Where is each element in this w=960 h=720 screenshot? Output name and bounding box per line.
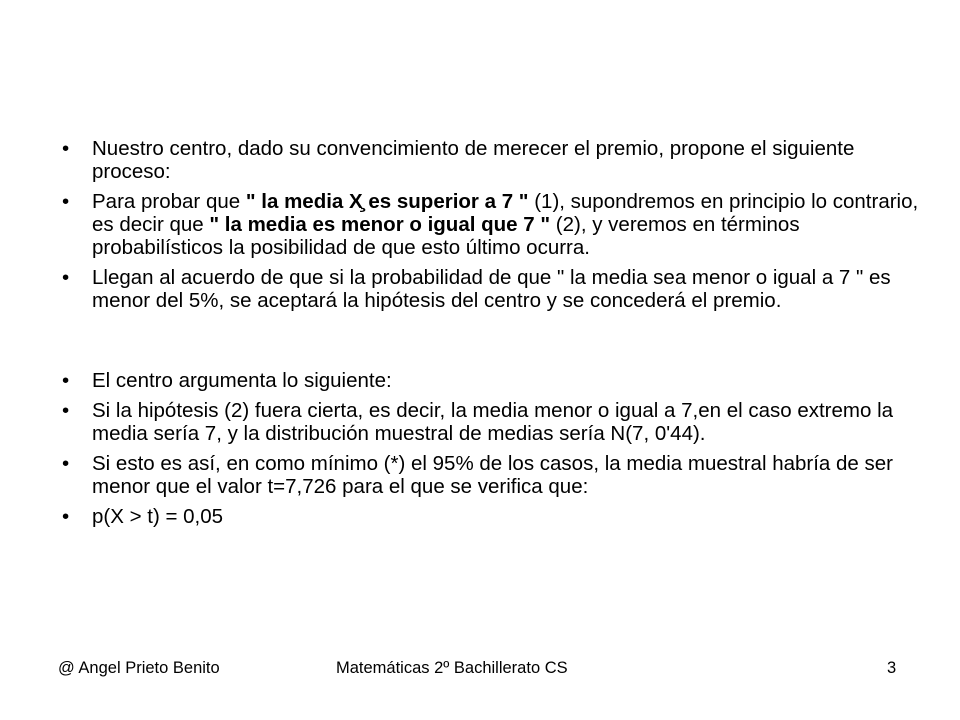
bullet-text: El centro argumenta lo siguiente: xyxy=(92,369,392,392)
bullet-text: (1), supondremos en principio lo contrario, es decir que xyxy=(92,190,919,236)
footer-author: @ Angel Prieto Benito xyxy=(58,659,220,677)
bold-phrase: " la media es menor o igual que 7 " xyxy=(209,213,551,236)
bullet-item xyxy=(62,505,924,528)
bullet-text: Para probar que xyxy=(92,190,246,213)
bullet-item xyxy=(62,190,924,259)
bullet-text: Si la hipótesis (2) fuera cierta, es decir, la media menor o igual a 7,en el caso extremo la media sería 7, y la distribución muestral de medias sería N(7, 0'44). xyxy=(92,399,894,445)
bullet-item xyxy=(62,266,924,312)
footer-page-number: 3 xyxy=(887,659,897,677)
bullet-text: Si esto es así, en como mínimo (*) el 95% de los casos, la media muestral habría de ser menor que el valor t=7,726 para el que se verifica que: xyxy=(92,452,894,498)
bold-phrase: " la media Χ̧ es superior a 7 " xyxy=(245,190,529,213)
bullet-text: (2), y veremos en términos probabilísticos la posibilidad de que esto último ocurra. xyxy=(92,213,800,259)
bullet-item xyxy=(62,399,924,445)
footer-course: Matemáticas 2º Bachillerato CS xyxy=(336,659,568,677)
bullet-item xyxy=(62,137,924,183)
bullet-text: Nuestro centro, dado su convencimiento de merecer el premio, propone el siguiente proceso: xyxy=(92,137,855,183)
bullet-list xyxy=(62,137,924,535)
bullet-text: p(X > t) = 0,05 xyxy=(92,505,224,528)
bullet-item xyxy=(62,452,924,498)
bullet-item xyxy=(62,369,924,392)
bullet-text: Llegan al acuerdo de que si la probabilidad de que " la media sea menor o igual a 7 " es menor del 5%, se aceptará la hipótesis del centro y se concederá el premio. xyxy=(92,266,891,312)
